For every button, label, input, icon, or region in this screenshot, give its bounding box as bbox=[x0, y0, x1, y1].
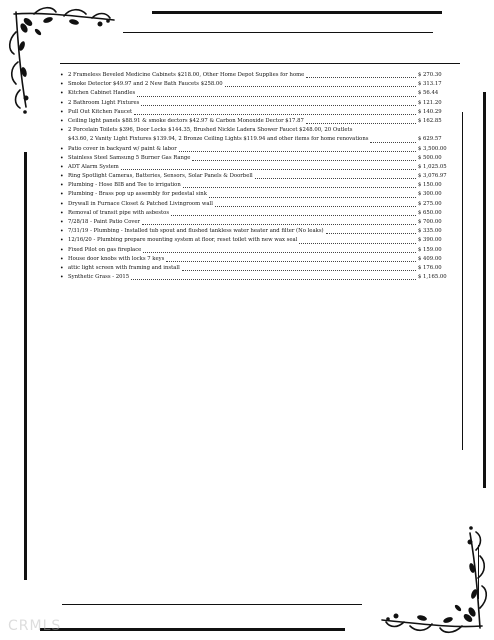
item-amount: $ 1,025.05 bbox=[418, 163, 447, 170]
item-description: 12/16/20 - Plumbing prepare mounting system at floor, reset toilet with new wax seal bbox=[68, 237, 298, 244]
list-item bbox=[60, 99, 454, 108]
dotted-leader bbox=[141, 99, 416, 106]
dotted-leader bbox=[143, 246, 416, 253]
bullet-icon: • bbox=[60, 200, 64, 208]
floral-corner-ornament-bottom-right-icon bbox=[372, 518, 492, 638]
item-description-cell bbox=[68, 117, 418, 126]
item-description: Smoke Detector $49.97 and 2 New Bath Faucets $258.00 bbox=[68, 81, 223, 88]
item-description: Ceiling light panels $88.91 & smoke dectors $42.97 & Carbon Monoxide Dector $17.87 bbox=[68, 117, 304, 124]
list-item bbox=[60, 71, 454, 80]
list-item bbox=[60, 80, 454, 89]
dotted-leader bbox=[137, 89, 416, 96]
right-side-rule-thick bbox=[483, 92, 486, 488]
bottom-rule-thick bbox=[40, 628, 345, 631]
item-description-cell bbox=[68, 108, 418, 117]
item-description-cell bbox=[68, 135, 418, 144]
item-description-cell bbox=[68, 246, 418, 255]
dotted-leader bbox=[171, 209, 416, 216]
list-item bbox=[60, 273, 454, 282]
item-amount: $ 500.00 bbox=[418, 154, 442, 161]
list-item bbox=[60, 108, 454, 117]
bullet-icon: • bbox=[60, 117, 64, 125]
item-description: attic light screen with framing and install bbox=[68, 264, 180, 271]
bullet-icon: • bbox=[60, 246, 64, 254]
list-item bbox=[60, 172, 454, 181]
item-description: 2 Frameless Beveled Medicine Cabinets $218.00, Other Home Depot Supplies for home bbox=[68, 71, 305, 78]
top-rule-thin bbox=[123, 32, 433, 33]
list-item bbox=[60, 236, 454, 245]
list-item bbox=[60, 117, 454, 126]
dotted-leader bbox=[370, 135, 416, 142]
item-description-cell bbox=[68, 181, 418, 190]
bullet-icon: • bbox=[60, 71, 64, 79]
item-description: Pull Out Kitchen Faucet bbox=[68, 108, 133, 115]
bullet-icon: • bbox=[60, 108, 64, 116]
item-description: Ring Spotlight Cameras, Batteries, Sensors, Solar Panels & Doorbell bbox=[68, 173, 253, 180]
item-amount: $ 1,165.00 bbox=[418, 274, 447, 281]
item-amount: $ 275.00 bbox=[418, 200, 442, 207]
item-description-cell bbox=[68, 264, 418, 273]
item-description: Removal of transit pipe with asbestos bbox=[68, 209, 170, 216]
item-amount: $ 3,500.00 bbox=[418, 145, 447, 152]
list-item bbox=[60, 200, 454, 209]
list-item bbox=[60, 218, 454, 227]
dotted-leader bbox=[179, 145, 416, 152]
bullet-icon: • bbox=[60, 191, 64, 199]
dotted-leader bbox=[166, 255, 416, 262]
item-amount: $ 3,076.97 bbox=[418, 173, 447, 180]
item-description-cell bbox=[68, 255, 418, 264]
item-description-cell bbox=[68, 71, 418, 80]
dotted-leader bbox=[134, 108, 416, 115]
item-description-cell bbox=[68, 145, 418, 154]
bullet-icon: • bbox=[60, 264, 64, 272]
item-amount: $ 300.00 bbox=[418, 191, 442, 198]
dotted-leader bbox=[192, 154, 416, 161]
item-description: $43.60, 2 Vanity Light Fixtures $139.94, 2 Bronze Ceiling Lights $119.94 and other items for home renovations bbox=[68, 136, 369, 143]
bullet-icon: • bbox=[60, 90, 64, 98]
list-item bbox=[60, 190, 454, 199]
item-description: Fixed Pilot on gas fireplace bbox=[68, 246, 142, 253]
item-description-cell bbox=[68, 154, 418, 163]
item-amount: $ 176.00 bbox=[418, 264, 442, 271]
item-description: Plumbing - Hose BIB and Tee to irrigation bbox=[68, 182, 181, 189]
bullet-icon: • bbox=[60, 255, 64, 263]
bullet-icon: • bbox=[60, 182, 64, 190]
list-item bbox=[60, 154, 454, 163]
item-amount: $ 121.20 bbox=[418, 99, 442, 106]
item-amount: $ 56.44 bbox=[418, 90, 439, 97]
item-description: 7/31/19 - Plumbing - Installed tub spout and flushed tankless water heater and filter (No leaks) bbox=[68, 228, 324, 235]
bullet-icon: • bbox=[60, 274, 64, 282]
bullet-icon: • bbox=[60, 173, 64, 181]
list-item bbox=[60, 209, 454, 218]
dotted-leader bbox=[299, 236, 416, 243]
dotted-leader bbox=[306, 71, 416, 78]
item-description-cell bbox=[68, 209, 418, 218]
item-description: Synthetic Grass - 2015 bbox=[68, 274, 130, 281]
item-description-cell bbox=[68, 163, 418, 172]
dotted-leader bbox=[183, 181, 416, 188]
item-description: Kitchen Cabinet Handles bbox=[68, 90, 136, 97]
dotted-leader bbox=[215, 200, 416, 207]
list-item bbox=[60, 163, 454, 172]
left-side-rule bbox=[24, 152, 27, 580]
dotted-leader bbox=[255, 172, 416, 179]
item-amount: $ 390.00 bbox=[418, 237, 442, 244]
item-description: 2 Porcelain Toilets $396, Door Locks $144.35, Brushed Nickle Ladera Shower Faucet $248.00, 20 Outlets bbox=[68, 127, 353, 134]
bullet-icon: • bbox=[60, 99, 64, 107]
item-description-cell bbox=[68, 227, 418, 236]
expense-item-list bbox=[60, 71, 454, 282]
list-item bbox=[60, 255, 454, 264]
item-description-cell bbox=[68, 190, 418, 199]
bullet-icon: • bbox=[60, 81, 64, 89]
item-amount: $ 650.00 bbox=[418, 209, 442, 216]
bullet-icon: • bbox=[60, 127, 64, 135]
top-rule-thick bbox=[152, 11, 442, 14]
list-item bbox=[60, 246, 454, 255]
bullet-icon: • bbox=[60, 228, 64, 236]
item-description-cell bbox=[68, 200, 418, 209]
bottom-rule-thin bbox=[62, 604, 362, 605]
item-description-cell bbox=[68, 273, 418, 282]
bullet-icon: • bbox=[60, 145, 64, 153]
item-description: 2 Bathroom Light Fixtures bbox=[68, 99, 140, 106]
item-description-cell bbox=[68, 126, 418, 135]
list-item bbox=[60, 126, 454, 135]
dotted-leader bbox=[326, 227, 416, 234]
item-description-cell bbox=[68, 89, 418, 98]
bullet-icon: • bbox=[60, 219, 64, 226]
dotted-leader bbox=[121, 163, 416, 170]
bullet-icon: • bbox=[60, 163, 64, 171]
item-amount: $ 159.00 bbox=[418, 246, 442, 253]
item-description: House door knobs with locks 7 keys bbox=[68, 255, 165, 262]
dotted-leader bbox=[306, 117, 416, 124]
item-amount: $ 162.85 bbox=[418, 117, 442, 124]
item-amount: $ 313.17 bbox=[418, 81, 442, 88]
item-description-cell bbox=[68, 218, 418, 227]
item-description-cell bbox=[68, 172, 418, 181]
bullet-icon: • bbox=[60, 237, 64, 245]
list-item bbox=[60, 135, 454, 144]
list-item bbox=[60, 264, 454, 273]
item-description: Patio cover in backyard w/ paint & labor bbox=[68, 145, 177, 152]
dotted-leader bbox=[225, 80, 416, 87]
item-description-cell bbox=[68, 80, 418, 89]
item-amount: $ 150.00 bbox=[418, 182, 442, 189]
item-description: Drywall in Furnace Closet & Patched Livingroom wall bbox=[68, 200, 213, 207]
item-description: Stainless Steel Samsung 5 Burner Gas Range bbox=[68, 154, 191, 161]
item-amount: $ 629.57 bbox=[418, 136, 442, 143]
list-item bbox=[60, 89, 454, 98]
bullet-icon: • bbox=[60, 209, 64, 217]
item-description-cell bbox=[68, 236, 418, 245]
list-item bbox=[60, 181, 454, 190]
item-amount: $ 409.00 bbox=[418, 255, 442, 262]
list-item bbox=[60, 145, 454, 154]
list-item bbox=[60, 227, 454, 236]
dotted-leader bbox=[142, 218, 416, 225]
watermark: CRMLS bbox=[8, 618, 62, 634]
dotted-leader bbox=[182, 264, 416, 271]
item-amount: $ 335.00 bbox=[418, 228, 442, 235]
bullet-icon: • bbox=[60, 154, 64, 162]
item-amount: $ 270.30 bbox=[418, 71, 442, 78]
item-description-cell bbox=[68, 99, 418, 108]
item-amount: $ 140.29 bbox=[418, 108, 442, 115]
right-side-rule-thin bbox=[462, 112, 463, 450]
dotted-leader bbox=[131, 273, 416, 280]
dotted-leader bbox=[209, 190, 416, 197]
item-description: ADT Alarm System bbox=[68, 163, 119, 170]
item-description: Plumbing - Brass pop up assembly for pedestal sink bbox=[68, 191, 207, 198]
item-description: 7/28/18 - Paint Patio Cover bbox=[68, 219, 141, 225]
item-amount: $ 700.00 bbox=[418, 219, 442, 225]
